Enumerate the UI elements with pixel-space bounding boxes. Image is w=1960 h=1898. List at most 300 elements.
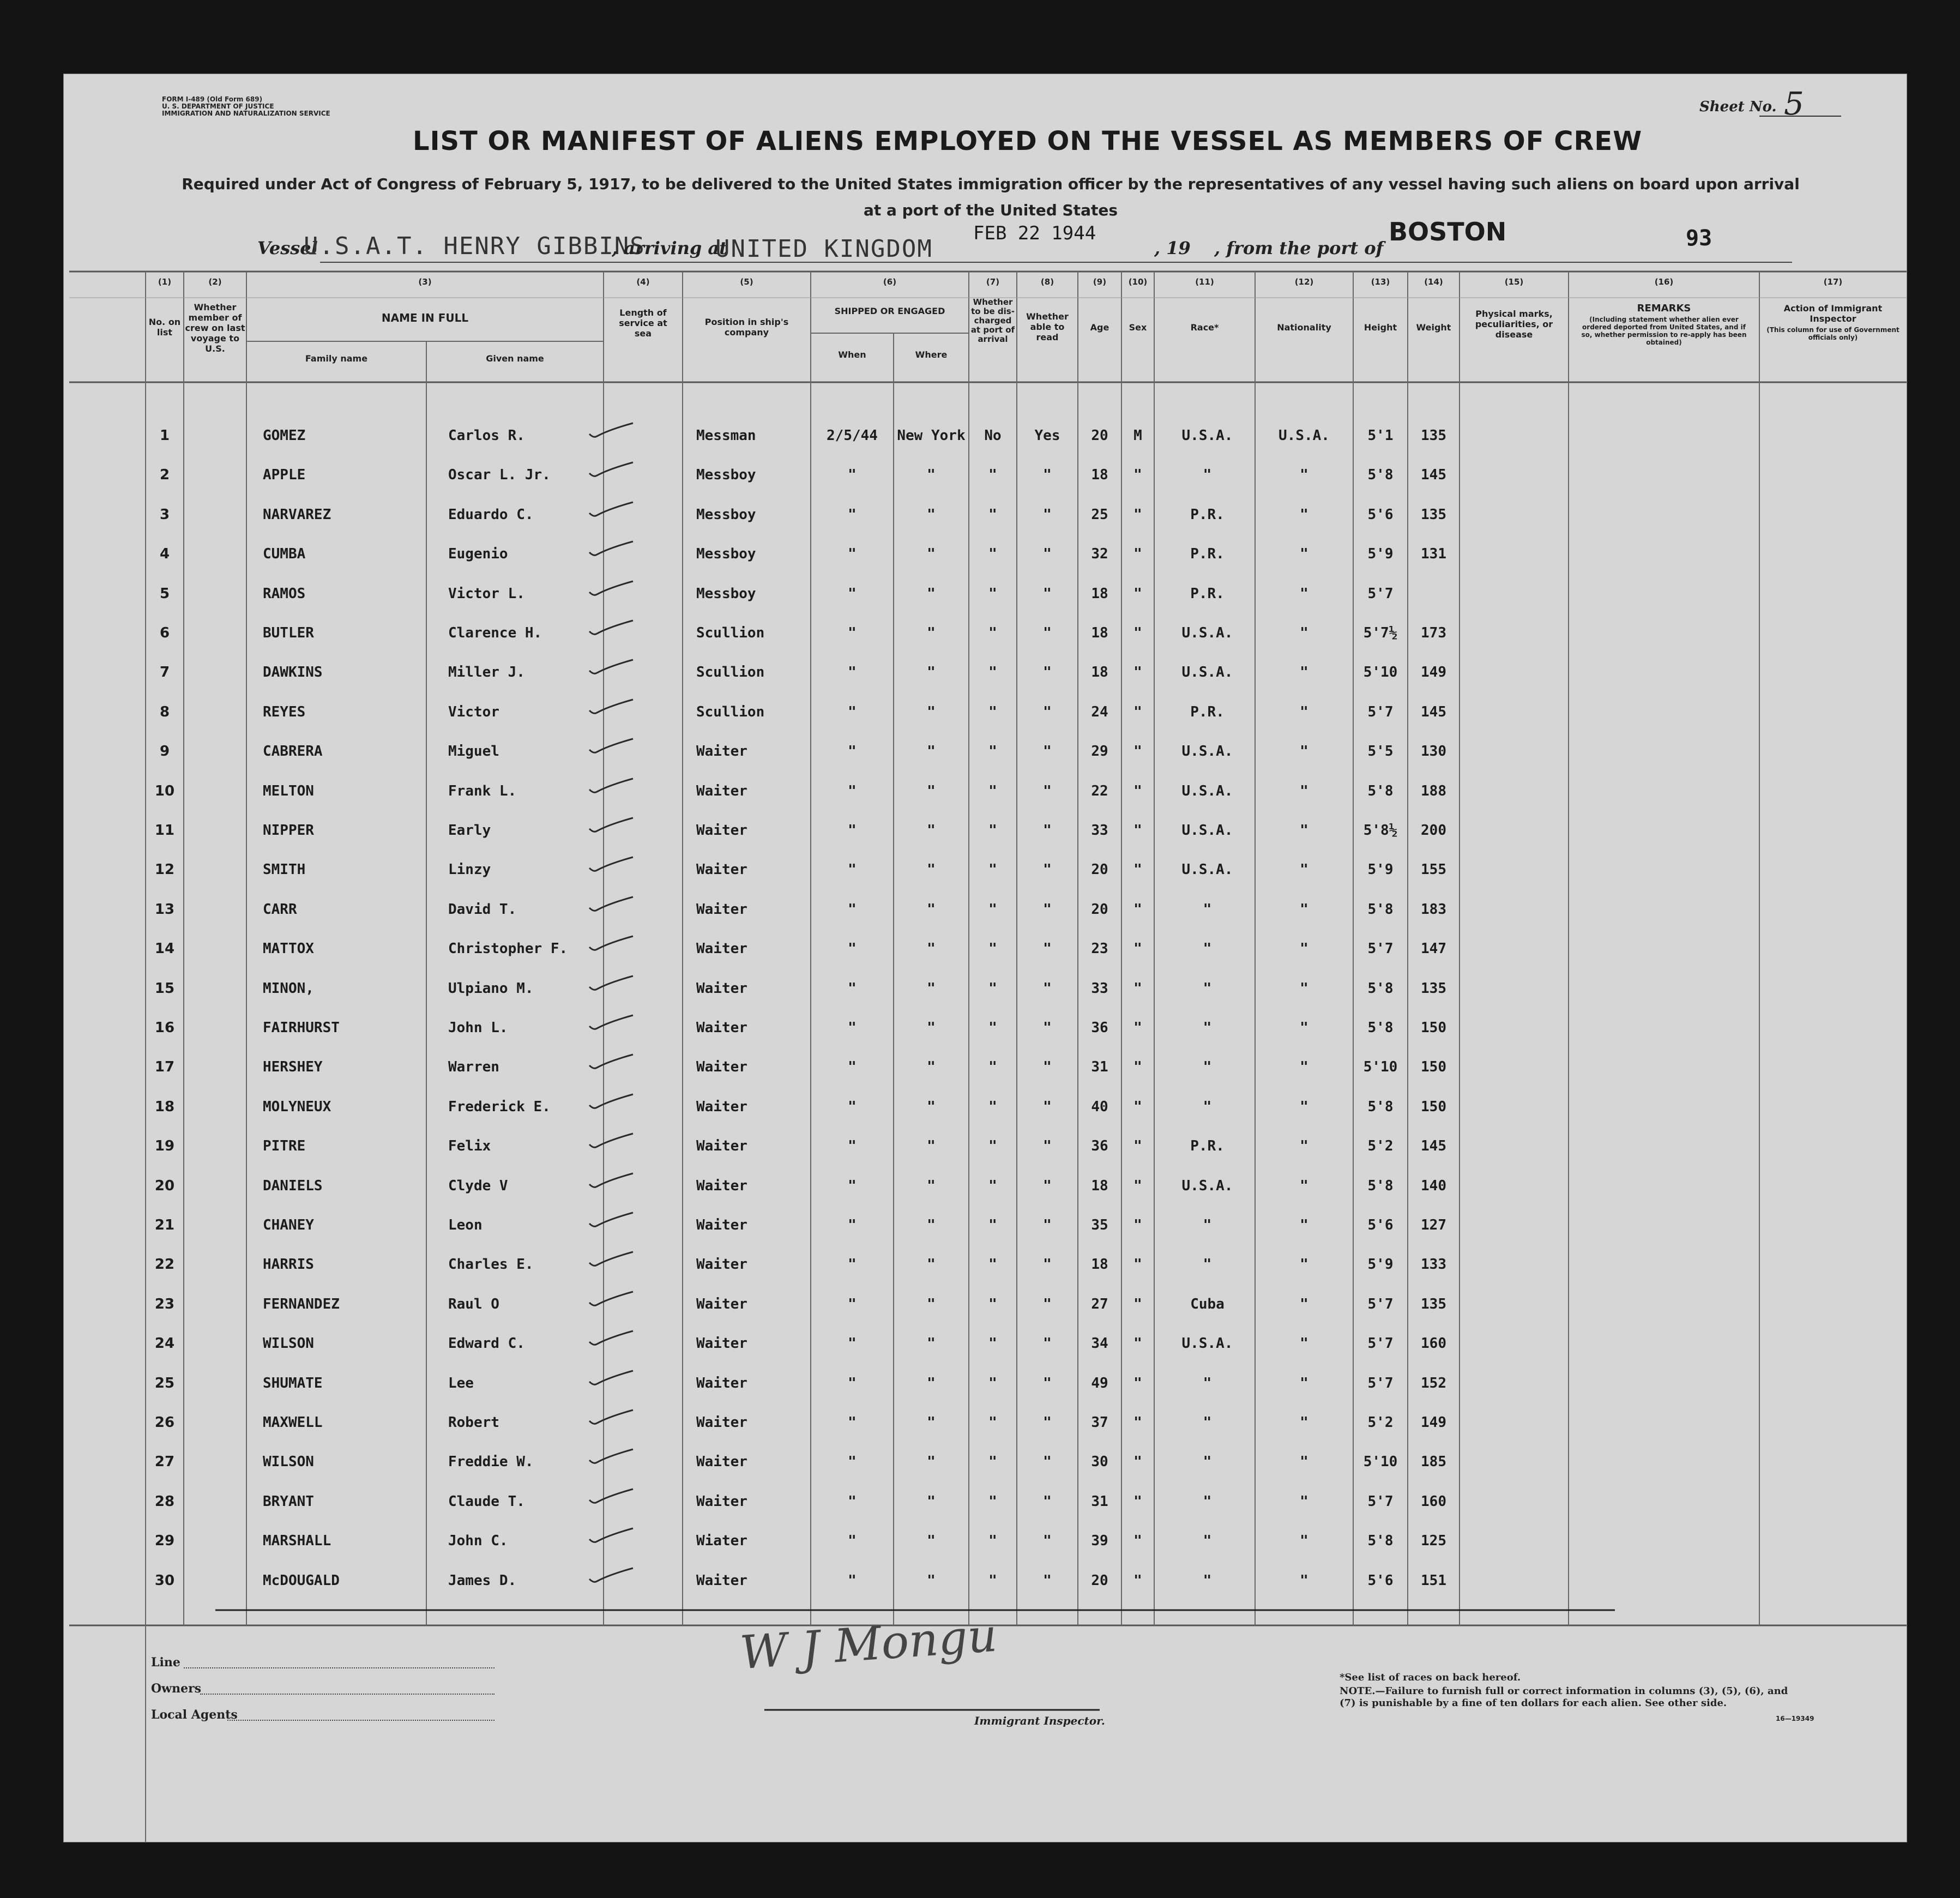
- discharged: ": [988, 1414, 997, 1431]
- service-check-mark: [587, 1367, 636, 1389]
- row-number: 30: [154, 1572, 175, 1589]
- height: 5'8: [1367, 467, 1394, 484]
- nationality: ": [1300, 625, 1308, 641]
- nationality: ": [1300, 1020, 1308, 1036]
- vessel-name: U.S.A.T. HENRY GIBBINS: [304, 232, 646, 260]
- penalty-note: NOTE.—Failure to furnish full or correct information in columns (3), (5), (6), and (7) is punishable by a fine of ten dollars for each alien. See other side.: [1340, 1685, 1788, 1709]
- table-row: [64, 980, 1907, 1020]
- able-to-read: ": [1043, 1533, 1052, 1550]
- table-row: [64, 1572, 1907, 1612]
- service-check-mark: [587, 1249, 636, 1270]
- weight: 160: [1421, 1493, 1446, 1510]
- shipped-when: ": [848, 625, 857, 641]
- shipped-when: 2/5/44: [827, 427, 878, 444]
- age: 37: [1091, 1414, 1108, 1431]
- service-check-mark: [587, 459, 636, 481]
- row-number: 24: [154, 1335, 175, 1352]
- race: P.R.: [1190, 1138, 1225, 1155]
- given-name: Felix: [448, 1138, 491, 1155]
- able-to-read: ": [1043, 901, 1052, 918]
- position: Waiter: [696, 1296, 747, 1312]
- position: Waiter: [696, 1059, 747, 1076]
- height: 5'8: [1367, 980, 1394, 997]
- shipped-where: ": [927, 506, 936, 523]
- header-sex: Sex: [1129, 322, 1147, 333]
- table-row: [64, 664, 1907, 703]
- table-row: [64, 1178, 1907, 1217]
- able-to-read: ": [1043, 941, 1052, 957]
- nationality: ": [1300, 703, 1308, 720]
- row-number: 13: [154, 901, 175, 918]
- manifest-number: 93: [1686, 226, 1712, 251]
- age: 18: [1091, 467, 1108, 484]
- nationality: ": [1300, 1098, 1308, 1115]
- col-num-16: (16): [1654, 277, 1674, 287]
- nationality: ": [1300, 1296, 1308, 1312]
- able-to-read: ": [1043, 1335, 1052, 1352]
- arriving-label: , arriving at: [612, 238, 727, 258]
- age: 20: [1091, 901, 1108, 918]
- age: 20: [1091, 427, 1108, 444]
- weight: 135: [1421, 1296, 1446, 1312]
- sex: ": [1133, 1177, 1142, 1194]
- position: Waiter: [696, 1098, 747, 1115]
- position: Scullion: [696, 664, 765, 681]
- service-check-mark: [587, 538, 636, 560]
- sex: ": [1133, 1414, 1142, 1431]
- nationality: ": [1300, 1493, 1308, 1510]
- age: 36: [1091, 1138, 1108, 1155]
- able-to-read: ": [1043, 1256, 1052, 1273]
- service-check-mark: [587, 1565, 636, 1587]
- shipped-when: ": [848, 1335, 857, 1352]
- age: 35: [1091, 1217, 1108, 1233]
- shipped-where: ": [927, 1217, 936, 1233]
- height: 5'10: [1363, 664, 1398, 681]
- family-name: MOLYNEUX: [263, 1098, 331, 1115]
- nationality: ": [1300, 743, 1308, 760]
- able-to-read: ": [1043, 1572, 1052, 1589]
- table-row: [64, 901, 1907, 941]
- nationality: ": [1300, 1335, 1308, 1352]
- given-name: Raul O: [448, 1296, 499, 1312]
- given-name: Charles E.: [448, 1256, 534, 1273]
- able-to-read: ": [1043, 822, 1052, 839]
- row-number: 16: [154, 1020, 175, 1036]
- age: 36: [1091, 1020, 1108, 1036]
- given-name: Carlos R.: [448, 427, 525, 444]
- family-name: CABRERA: [263, 743, 323, 760]
- table-row: [64, 1059, 1907, 1098]
- nationality: ": [1300, 1177, 1308, 1194]
- position: Waiter: [696, 901, 747, 918]
- col-num-15: (15): [1504, 277, 1524, 287]
- service-check-mark: [587, 696, 636, 718]
- col-num-5: (5): [740, 277, 753, 287]
- vessel-label: Vessel: [257, 238, 318, 258]
- able-to-read: ": [1043, 1059, 1052, 1076]
- row-number: 26: [154, 1414, 175, 1431]
- age: 30: [1091, 1454, 1108, 1471]
- able-to-read: ": [1043, 1454, 1052, 1471]
- weight: 125: [1421, 1533, 1446, 1550]
- shipped-where: ": [927, 1098, 936, 1115]
- able-to-read: ": [1043, 1177, 1052, 1194]
- weight: 149: [1421, 1414, 1446, 1431]
- discharged: ": [988, 1020, 997, 1036]
- arriving-at: UNITED KINGDOM: [715, 235, 933, 263]
- given-name: Miguel: [448, 743, 499, 760]
- race: ": [1203, 1256, 1212, 1273]
- local-agents-label: Local Agents: [151, 1708, 238, 1722]
- header-action: Action of Immigrant Inspector: [1783, 303, 1883, 324]
- able-to-read: ": [1043, 546, 1052, 563]
- race: U.S.A.: [1181, 861, 1233, 878]
- table-row: [64, 1138, 1907, 1177]
- age: 29: [1091, 743, 1108, 760]
- row-number: 25: [154, 1375, 175, 1391]
- discharged: ": [988, 1533, 997, 1550]
- weight: 147: [1421, 941, 1446, 957]
- position: Waiter: [696, 1572, 747, 1589]
- shipped-where: ": [927, 467, 936, 484]
- table-row: [64, 1414, 1907, 1454]
- race: ": [1203, 1375, 1212, 1391]
- given-name: Clyde V: [448, 1177, 508, 1194]
- table-row: [64, 1375, 1907, 1414]
- service-check-mark: [587, 1051, 636, 1073]
- given-name: James D.: [448, 1572, 517, 1589]
- sex: M: [1133, 427, 1142, 444]
- height: 5'6: [1367, 1217, 1394, 1233]
- race: ": [1203, 1493, 1212, 1510]
- family-name: CHANEY: [263, 1217, 314, 1233]
- height: 5'1: [1367, 427, 1394, 444]
- age: 32: [1091, 546, 1108, 563]
- header-name-in-full: NAME IN FULL: [381, 311, 469, 324]
- shipped-where: ": [927, 861, 936, 878]
- shipped-where: ": [927, 743, 936, 760]
- row-number: 21: [154, 1217, 175, 1233]
- sheet-number-label: Sheet No.: [1699, 99, 1777, 115]
- sex: ": [1133, 980, 1142, 997]
- position: Waiter: [696, 1375, 747, 1391]
- nationality: ": [1300, 782, 1308, 799]
- race: ": [1203, 1098, 1212, 1115]
- discharged: ": [988, 782, 997, 799]
- from-port-label: , from the port of: [1214, 238, 1384, 258]
- position: Messboy: [696, 506, 756, 523]
- height: 5'7½: [1363, 625, 1398, 641]
- table-row: [64, 507, 1907, 546]
- discharged: ": [988, 1375, 997, 1391]
- shipped-where: ": [927, 585, 936, 602]
- height: 5'8: [1367, 1533, 1394, 1550]
- table-row: [64, 427, 1907, 467]
- nationality: ": [1300, 861, 1308, 878]
- age: 31: [1091, 1059, 1108, 1076]
- service-check-mark: [587, 1091, 636, 1113]
- age: 18: [1091, 664, 1108, 681]
- shipped-when: ": [848, 980, 857, 997]
- age: 33: [1091, 980, 1108, 997]
- weight: 145: [1421, 1138, 1446, 1155]
- shipped-when: ": [848, 1020, 857, 1036]
- shipped-when: ": [848, 1296, 857, 1312]
- weight: 145: [1421, 703, 1446, 720]
- weight: 173: [1421, 625, 1446, 641]
- discharged: ": [988, 861, 997, 878]
- given-name: Edward C.: [448, 1335, 525, 1352]
- row-number: 2: [159, 467, 170, 484]
- position: Waiter: [696, 743, 747, 760]
- discharged: ": [988, 822, 997, 839]
- able-to-read: ": [1043, 1493, 1052, 1510]
- shipped-where: ": [927, 941, 936, 957]
- given-name: Linzy: [448, 861, 491, 878]
- family-name: MARSHALL: [263, 1533, 331, 1550]
- col-num-6: (6): [883, 277, 897, 287]
- position: Waiter: [696, 980, 747, 997]
- nationality: ": [1300, 1059, 1308, 1076]
- shipped-where: ": [927, 625, 936, 641]
- header-whether-member: Whether member of crew on last voyage to U.S.: [185, 302, 245, 354]
- age: 34: [1091, 1335, 1108, 1352]
- height: 5'6: [1367, 506, 1394, 523]
- age: 18: [1091, 585, 1108, 602]
- sex: ": [1133, 861, 1142, 878]
- age: 20: [1091, 1572, 1108, 1589]
- position: Waiter: [696, 941, 747, 957]
- discharged: ": [988, 664, 997, 681]
- shipped-where: ": [927, 1020, 936, 1036]
- discharged: ": [988, 743, 997, 760]
- header-given-name: Given name: [486, 353, 544, 364]
- shipped-when: ": [848, 585, 857, 602]
- race: ": [1203, 1020, 1212, 1036]
- nationality: ": [1300, 1256, 1308, 1273]
- height: 5'7: [1367, 703, 1394, 720]
- race: P.R.: [1190, 585, 1225, 602]
- nationality: U.S.A.: [1278, 427, 1330, 444]
- shipped-where: ": [927, 1059, 936, 1076]
- family-name: MATTOX: [263, 941, 314, 957]
- family-name: McDOUGALD: [263, 1572, 340, 1589]
- shipped-when: ": [848, 546, 857, 563]
- shipped-when: ": [848, 1138, 857, 1155]
- race: U.S.A.: [1181, 743, 1233, 760]
- race: ": [1203, 1533, 1212, 1550]
- given-name: Robert: [448, 1414, 499, 1431]
- discharged: ": [988, 1454, 997, 1471]
- row-number: 17: [154, 1059, 175, 1076]
- shipped-where: ": [927, 664, 936, 681]
- table-row: [64, 625, 1907, 664]
- age: 40: [1091, 1098, 1108, 1115]
- shipped-where: ": [927, 822, 936, 839]
- age: 22: [1091, 782, 1108, 799]
- age: 31: [1091, 1493, 1108, 1510]
- family-name: CUMBA: [263, 546, 306, 563]
- row-number: 7: [159, 664, 170, 681]
- height: 5'8½: [1363, 822, 1398, 839]
- family-name: MELTON: [263, 782, 314, 799]
- service-check-mark: [587, 420, 636, 442]
- shipped-when: ": [848, 1414, 857, 1431]
- row-number: 22: [154, 1256, 175, 1273]
- service-check-mark: [587, 1328, 636, 1349]
- nationality: ": [1300, 1454, 1308, 1471]
- discharged: ": [988, 585, 997, 602]
- weight: 185: [1421, 1454, 1446, 1471]
- shipped-where: ": [927, 980, 936, 997]
- family-name: WILSON: [263, 1454, 314, 1471]
- header-discharged: Whether to be dis-charged at port of arrival: [970, 297, 1015, 344]
- nationality: ": [1300, 546, 1308, 563]
- race: U.S.A.: [1181, 625, 1233, 641]
- shipped-where: ": [927, 703, 936, 720]
- weight: 200: [1421, 822, 1446, 839]
- given-name: Leon: [448, 1217, 483, 1233]
- age: 24: [1091, 703, 1108, 720]
- nationality: ": [1300, 1138, 1308, 1155]
- sex: ": [1133, 1098, 1142, 1115]
- position: Waiter: [696, 1177, 747, 1194]
- height: 5'10: [1363, 1454, 1398, 1471]
- discharged: ": [988, 625, 997, 641]
- col-num-12: (12): [1294, 277, 1314, 287]
- family-name: SHUMATE: [263, 1375, 323, 1391]
- col-num-4: (4): [636, 277, 650, 287]
- service-check-mark: [587, 1209, 636, 1231]
- row-number: 28: [154, 1493, 175, 1510]
- col-num-3: (3): [418, 277, 432, 287]
- weight: 133: [1421, 1256, 1446, 1273]
- race: Cuba: [1190, 1296, 1225, 1312]
- service-check-mark: [587, 656, 636, 678]
- given-name: Warren: [448, 1059, 499, 1076]
- height: 5'8: [1367, 901, 1394, 918]
- discharged: ": [988, 941, 997, 957]
- given-name: Freddie W.: [448, 1454, 534, 1471]
- weight: 140: [1421, 1177, 1446, 1194]
- height: 5'10: [1363, 1059, 1398, 1076]
- height: 5'7: [1367, 585, 1394, 602]
- discharged: ": [988, 1177, 997, 1194]
- row-number: 9: [159, 743, 170, 760]
- shipped-where: ": [927, 782, 936, 799]
- service-check-mark: [587, 1288, 636, 1310]
- discharged: ": [988, 980, 997, 997]
- header-position: Position in ship's company: [704, 317, 789, 338]
- race: ": [1203, 980, 1212, 997]
- sex: ": [1133, 1572, 1142, 1589]
- table-row: [64, 467, 1907, 506]
- sex: ": [1133, 506, 1142, 523]
- col-num-10: (10): [1128, 277, 1148, 287]
- position: Waiter: [696, 1217, 747, 1233]
- print-code: 16—19349: [1776, 1715, 1814, 1722]
- shipped-where: New York: [897, 427, 966, 444]
- age: 18: [1091, 1177, 1108, 1194]
- row-number: 23: [154, 1296, 175, 1312]
- service-check-mark: [587, 894, 636, 915]
- immigrant-inspector-label: Immigrant Inspector.: [974, 1714, 1105, 1727]
- shipped-where: ": [927, 1454, 936, 1471]
- header-family-name: Family name: [305, 353, 368, 364]
- shipped-when: ": [848, 901, 857, 918]
- position: Waiter: [696, 1020, 747, 1036]
- table-row: [64, 546, 1907, 585]
- header-action-note: (This column for use of Government officials only): [1766, 326, 1899, 341]
- table-row: [64, 1296, 1907, 1335]
- row-number: 29: [154, 1533, 175, 1550]
- able-to-read: Yes: [1034, 427, 1060, 444]
- race: U.S.A.: [1181, 782, 1233, 799]
- height: 5'2: [1367, 1414, 1394, 1431]
- age: 23: [1091, 941, 1108, 957]
- able-to-read: ": [1043, 585, 1052, 602]
- race: ": [1203, 1059, 1212, 1076]
- row-number: 18: [154, 1098, 175, 1115]
- shipped-when: ": [848, 941, 857, 957]
- sex: ": [1133, 1375, 1142, 1391]
- sex: ": [1133, 1059, 1142, 1076]
- shipped-when: ": [848, 1454, 857, 1471]
- race: P.R.: [1190, 703, 1225, 720]
- header-age: Age: [1090, 322, 1109, 333]
- discharged: ": [988, 901, 997, 918]
- department-name: U. S. DEPARTMENT OF JUSTICE: [162, 103, 274, 110]
- height: 5'8: [1367, 1098, 1394, 1115]
- table-row: [64, 941, 1907, 980]
- race: ": [1203, 941, 1212, 957]
- weight: 152: [1421, 1375, 1446, 1391]
- row-number: 12: [154, 861, 175, 878]
- nationality: ": [1300, 822, 1308, 839]
- shipped-when: ": [848, 1177, 857, 1194]
- shipped-when: ": [848, 861, 857, 878]
- shipped-where: ": [927, 1296, 936, 1312]
- age: 20: [1091, 861, 1108, 878]
- header-able-to-read: Whether able to read: [1026, 311, 1069, 342]
- race: ": [1203, 1454, 1212, 1471]
- able-to-read: ": [1043, 980, 1052, 997]
- height: 5'7: [1367, 1493, 1394, 1510]
- col-num-17: (17): [1823, 277, 1843, 287]
- shipped-when: ": [848, 782, 857, 799]
- weight: 160: [1421, 1335, 1446, 1352]
- able-to-read: ": [1043, 506, 1052, 523]
- sex: ": [1133, 822, 1142, 839]
- able-to-read: ": [1043, 1217, 1052, 1233]
- position: Messman: [696, 427, 756, 444]
- row-number: 4: [159, 546, 170, 563]
- race: ": [1203, 467, 1212, 484]
- family-name: RAMOS: [263, 585, 306, 602]
- table-row: [64, 1256, 1907, 1296]
- table-row: [64, 1493, 1907, 1533]
- row-number: 10: [154, 782, 175, 799]
- age: 33: [1091, 822, 1108, 839]
- sex: ": [1133, 782, 1142, 799]
- family-name: BRYANT: [263, 1493, 314, 1510]
- shipped-where: ": [927, 1493, 936, 1510]
- col-num-13: (13): [1371, 277, 1390, 287]
- shipped-when: ": [848, 1098, 857, 1115]
- header-nationality: Nationality: [1277, 322, 1331, 333]
- shipped-when: ": [848, 1059, 857, 1076]
